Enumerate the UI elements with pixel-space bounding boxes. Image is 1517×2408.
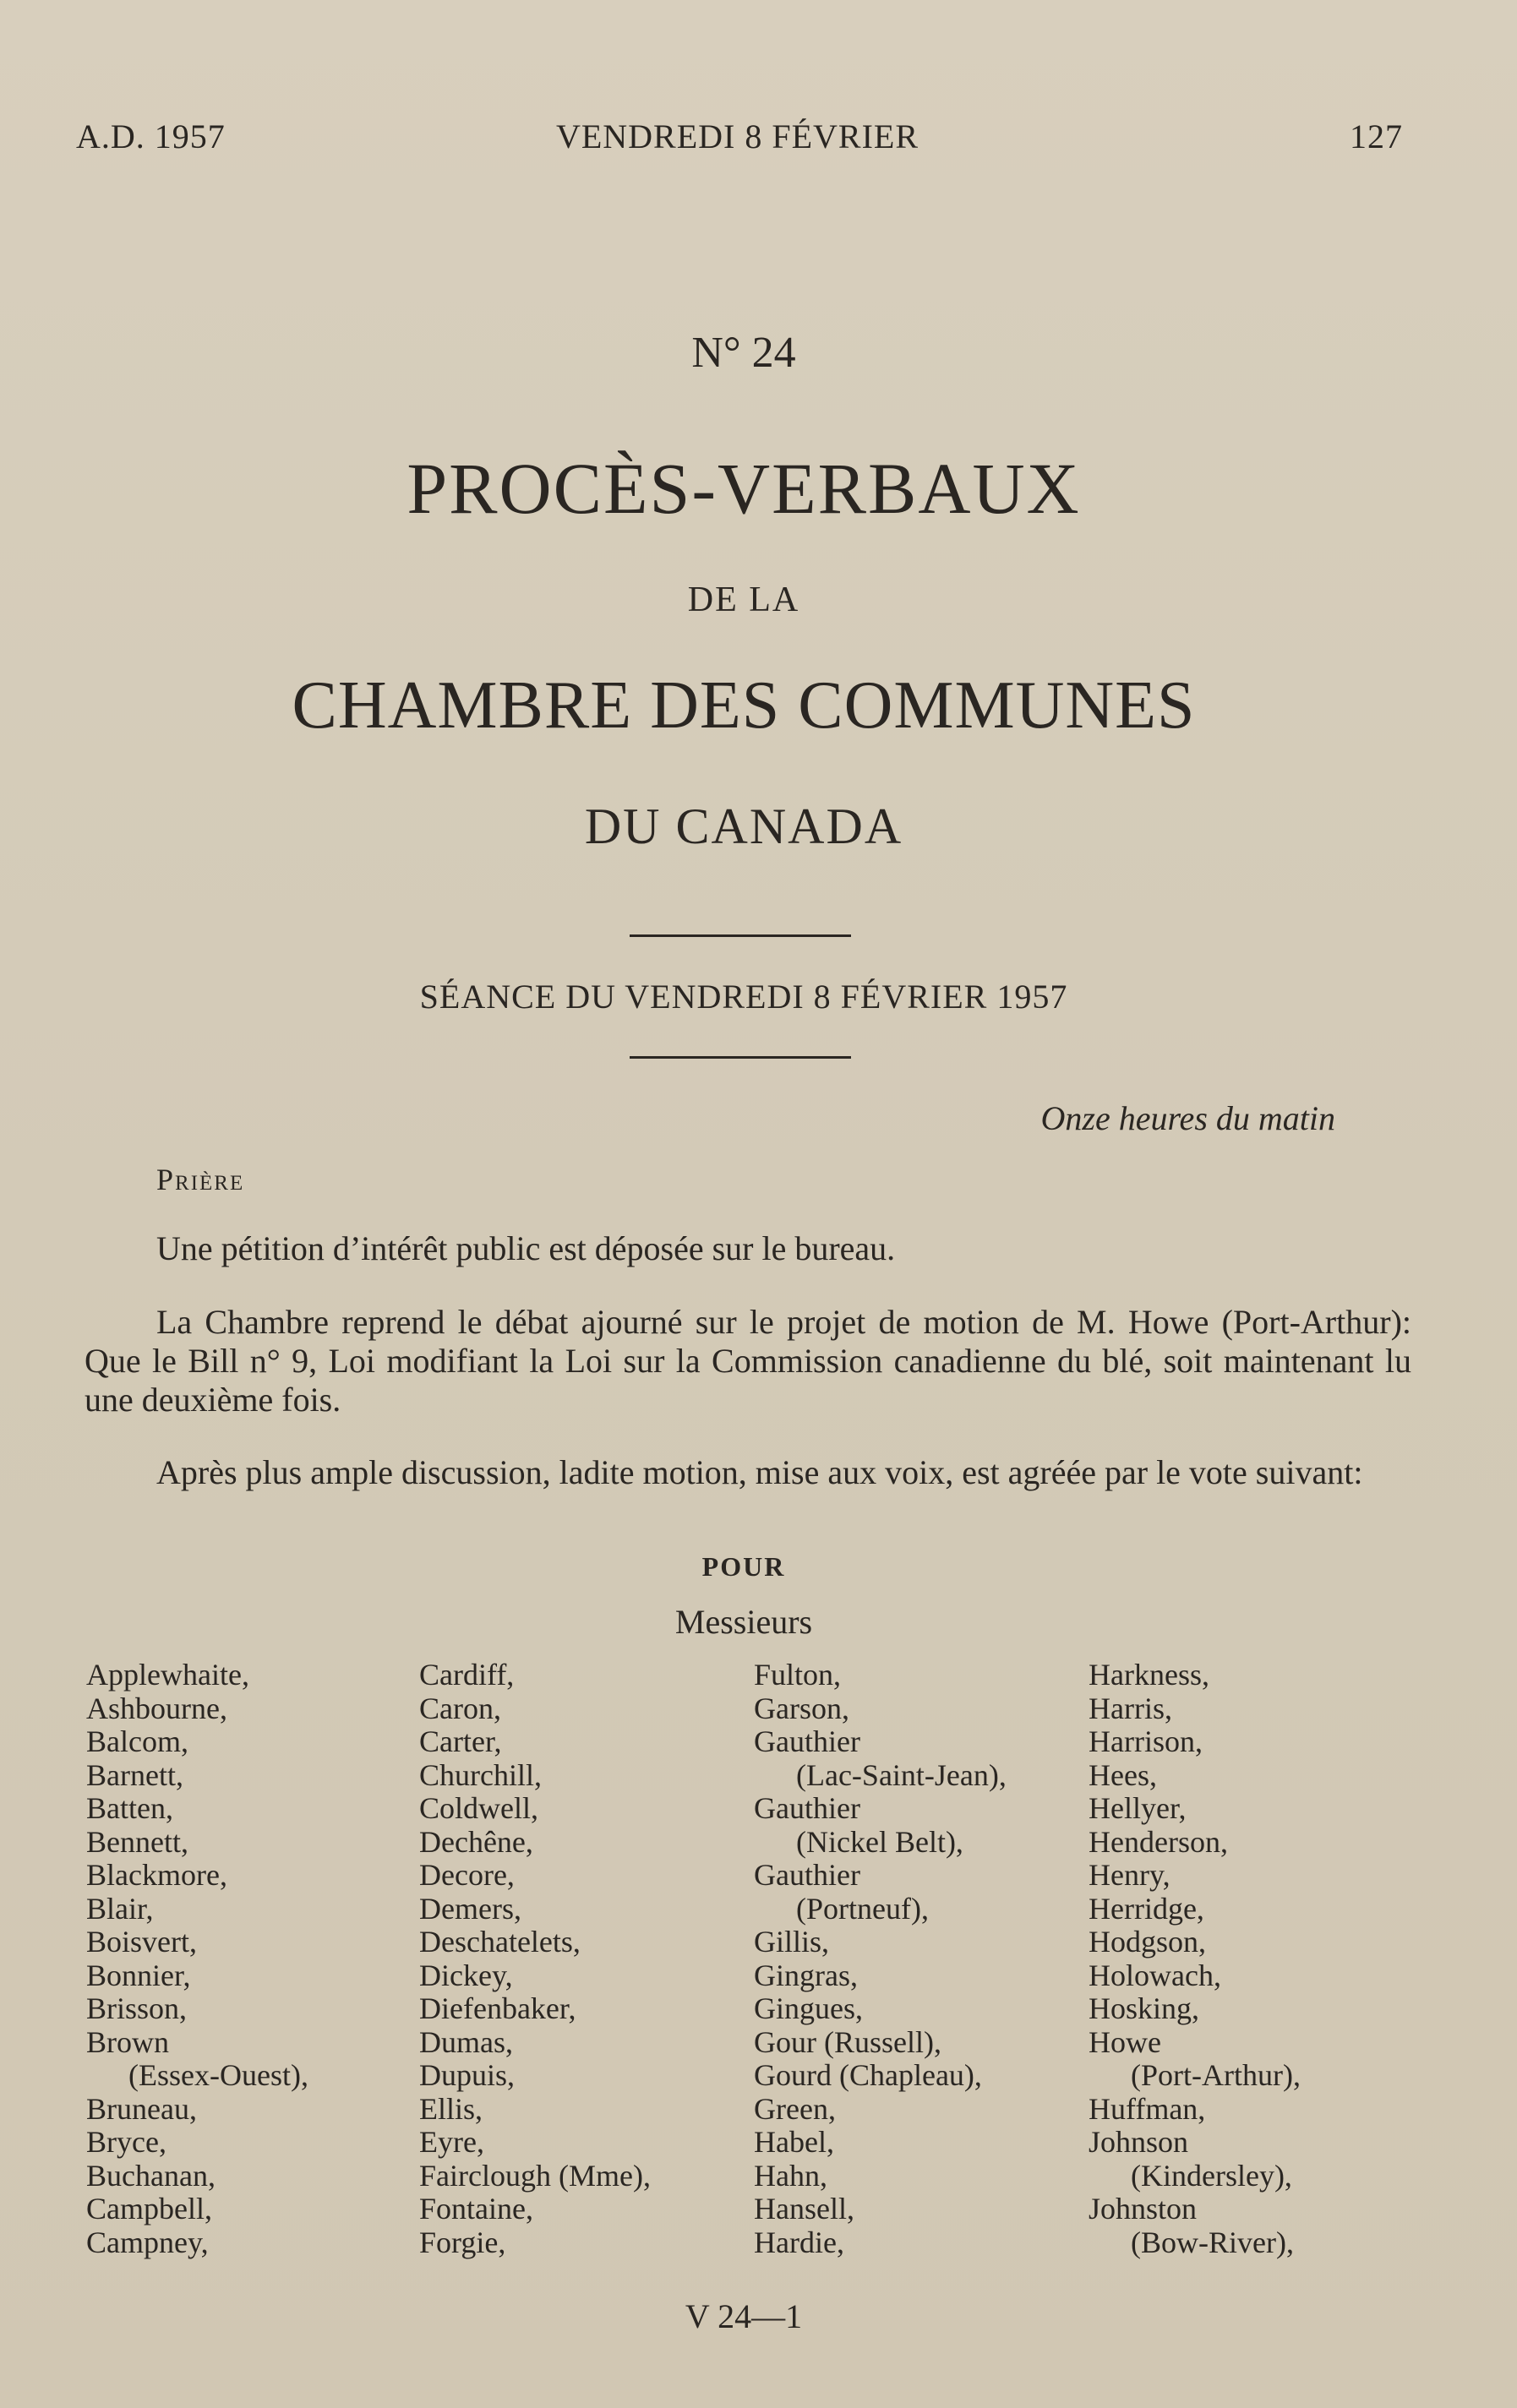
member-name: Bryce, (86, 2125, 166, 2159)
member-name: Johnston (1089, 2192, 1198, 2225)
sitting-time: Onze heures du matin (1040, 1099, 1335, 1137)
member-name: Gour (Russell), (754, 2024, 941, 2059)
member-riding: (Lac-Saint-Jean), (796, 1757, 1007, 1792)
member-name: Fairclough (Mme), (419, 2158, 651, 2193)
member-name: Coldwell, (419, 1791, 538, 1825)
member-name: Harkness, (1089, 1658, 1209, 1692)
signature-mark: V 24—1 (685, 2297, 803, 2335)
member-name: Churchill, (419, 1757, 542, 1792)
member-name: Barnett, (86, 1757, 183, 1792)
member-name: Huffman, (1089, 2091, 1206, 2126)
member-name: Demers, (419, 1891, 521, 1926)
member-name: Deschatelets, (419, 1925, 581, 1959)
member-name: Henderson, (1089, 1824, 1228, 1859)
member-name: Dechêne, (419, 1824, 533, 1859)
member-name: Campney, (86, 2225, 209, 2259)
member-name: Bonnier, (86, 1958, 191, 1992)
member-name: Henry, (1089, 1858, 1170, 1892)
member-name: Howe (1089, 2024, 1161, 2059)
divider-top (630, 934, 851, 937)
page-number: 127 (1350, 117, 1403, 155)
member-riding: (Port-Arthur), (1131, 2058, 1301, 2092)
member-name: Gauthier (754, 1858, 860, 1892)
header-year: A.D. 1957 (76, 117, 226, 155)
member-name: Dickey, (419, 1958, 513, 1992)
section-heading: Prière (156, 1163, 245, 1196)
member-name: Forgie, (419, 2225, 506, 2259)
member-name: Garson, (754, 1691, 849, 1725)
member-name: Boisvert, (86, 1925, 197, 1959)
vote-heading: POUR (701, 1551, 786, 1582)
member-name: Applewhaite, (86, 1658, 249, 1692)
member-name: Hodgson, (1089, 1925, 1207, 1959)
members-column-2 (419, 1659, 651, 2259)
paragraph-petition: Une pétition d’intérêt public est déposée sur le bureau. (156, 1229, 896, 1267)
member-name: Harrison, (1089, 1724, 1203, 1758)
country-title: DU CANADA (584, 798, 903, 854)
member-name: Green, (754, 2091, 836, 2126)
member-riding: (Nickel Belt), (796, 1824, 963, 1859)
member-name: Bennett, (86, 1824, 188, 1859)
members-column-3 (754, 1659, 1007, 2259)
member-name: Dupuis, (419, 2058, 516, 2092)
member-name: Gingues, (754, 1991, 863, 2025)
member-name: Habel, (754, 2125, 834, 2159)
divider-bottom (630, 1056, 851, 1059)
title-connector: DE LA (687, 580, 800, 619)
member-name: Dumas, (419, 2024, 513, 2059)
member-name: Gourd (Chapleau), (754, 2058, 982, 2092)
member-name: Gauthier (754, 1724, 860, 1758)
member-name: Gauthier (754, 1791, 860, 1825)
member-name: Campbell, (86, 2192, 212, 2225)
member-name: Brisson, (86, 1991, 188, 2025)
member-name: Batten, (86, 1791, 173, 1825)
member-name: Fulton, (754, 1658, 842, 1692)
member-name: Holowach, (1089, 1958, 1221, 1992)
member-name: Bruneau, (86, 2091, 197, 2126)
member-name: Johnson (1089, 2125, 1189, 2159)
paragraph-debate: La Chambre reprend le débat ajourné sur le projet de motion de M. Howe (Port-Arthur): Que le Bill n° 9, Loi modifiant la Loi sur la Commission canadienne du blé, soit maintenant lu une deuxième fois. (85, 1303, 1411, 1419)
member-name: Cardiff, (419, 1658, 515, 1692)
document-title: PROCÈS-VERBAUX (407, 448, 1081, 529)
member-name: Balcom, (86, 1724, 188, 1758)
vote-subheading: Messieurs (674, 1603, 813, 1641)
paragraph-vote: Après plus ample discussion, ladite motion, mise aux voix, est agréée par le vote suivant: (156, 1453, 1363, 1491)
members-column-4 (1089, 1659, 1301, 2259)
member-name: Hahn, (754, 2158, 827, 2193)
chamber-title: CHAMBRE DES COMMUNES (292, 668, 1196, 743)
member-name: Gingras, (754, 1958, 858, 1992)
member-riding: (Essex-Ouest), (128, 2058, 308, 2092)
member-name: Carter, (419, 1724, 502, 1758)
member-name: Gillis, (754, 1925, 830, 1959)
member-name: Hardie, (754, 2225, 844, 2259)
member-name: Blair, (86, 1891, 154, 1926)
member-name: Caron, (419, 1691, 501, 1725)
member-name: Fontaine, (419, 2192, 533, 2225)
member-name: Diefenbaker, (419, 1991, 576, 2025)
member-name: Hansell, (754, 2192, 854, 2225)
member-name: Buchanan, (86, 2158, 216, 2193)
member-name: Ashbourne, (86, 1691, 227, 1725)
members-column-1 (86, 1659, 308, 2259)
member-name: Eyre, (419, 2125, 484, 2159)
member-name: Hellyer, (1089, 1791, 1187, 1825)
member-riding: (Portneuf), (796, 1891, 929, 1926)
member-name: Hees, (1089, 1757, 1157, 1792)
member-name: Herridge, (1089, 1891, 1204, 1926)
issue-number: N° 24 (691, 329, 796, 377)
member-riding: (Kindersley), (1131, 2158, 1292, 2193)
member-name: Hosking, (1089, 1991, 1200, 2025)
member-name: Decore, (419, 1858, 515, 1892)
header-date: VENDREDI 8 FÉVRIER (555, 117, 919, 155)
member-name: Blackmore, (86, 1858, 227, 1892)
member-name: Harris, (1089, 1691, 1172, 1725)
member-riding: (Bow-River), (1131, 2225, 1294, 2259)
member-name: Ellis, (419, 2091, 483, 2126)
sitting-heading: SÉANCE DU VENDREDI 8 FÉVRIER 1957 (419, 978, 1068, 1016)
member-name: Brown (86, 2024, 169, 2059)
